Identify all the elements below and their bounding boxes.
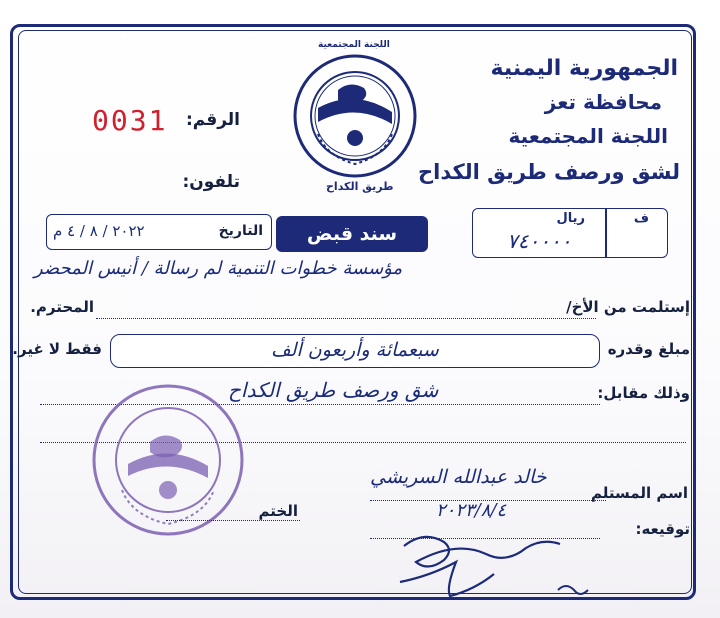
logo-bottom-text: طريق الكداح [326, 180, 394, 193]
recipient-date: ٢٠٢٣/٨/٤ [436, 500, 507, 521]
number-label: الرقم: [185, 110, 240, 130]
recipient-name: خالد عبدالله السريشي [370, 466, 547, 488]
received-from-line [96, 318, 596, 319]
receipt-title: سند قبض [276, 216, 428, 252]
phone-label: تلفون: [182, 172, 240, 192]
amount-words-box [110, 334, 600, 368]
header-governorate: محافظة تعز [544, 90, 662, 114]
header-committee: اللجنة المجتمعية [508, 124, 668, 148]
handwritten-signature-icon [390, 506, 620, 606]
fils-label: ف [633, 211, 649, 226]
stamp-emblem-icon [90, 382, 246, 538]
logo-emblem-icon [290, 38, 420, 198]
recipient-label: اسم المستلم [591, 484, 688, 502]
receipt-number: 0031 [92, 104, 168, 137]
stamp-line [166, 520, 300, 521]
date-label: التاريخ [218, 223, 263, 239]
amount-box [472, 208, 668, 258]
stamp-label: الختم [258, 502, 298, 520]
date-box [46, 214, 272, 250]
date-value: ٢٠٢٢ / ٨ / ٤ م [53, 222, 145, 240]
logo-top-text: اللجنة المجتمعية [318, 40, 390, 50]
received-from-name: مؤسسة خطوات التنمية لم رسالة / أنيس المحضر [34, 258, 403, 279]
amount-words-value: سبعمائة وأربعون ألف [271, 339, 439, 361]
rial-label: ريال [556, 211, 585, 226]
committee-logo [290, 38, 420, 198]
amount-words-label: مبلغ وقدره [607, 340, 690, 358]
amount-divider [605, 209, 607, 257]
purpose-value: شق ورصف طريق الكداح [228, 378, 439, 402]
received-from-label: إستلمت من الأخ/ [566, 298, 690, 316]
header-country: الجمهورية اليمنية [490, 56, 678, 81]
only-label: فقط لا غير. [12, 340, 102, 358]
header-project: لشق ورصف طريق الكداح [418, 160, 680, 184]
official-stamp [90, 382, 246, 538]
amount-value: ٧٤٠٠٠٠ [507, 229, 572, 253]
purpose-label: وذلك مقابل: [597, 384, 690, 402]
signature-label: توقيعه: [635, 520, 690, 538]
respected-label: المحترم. [30, 298, 94, 316]
